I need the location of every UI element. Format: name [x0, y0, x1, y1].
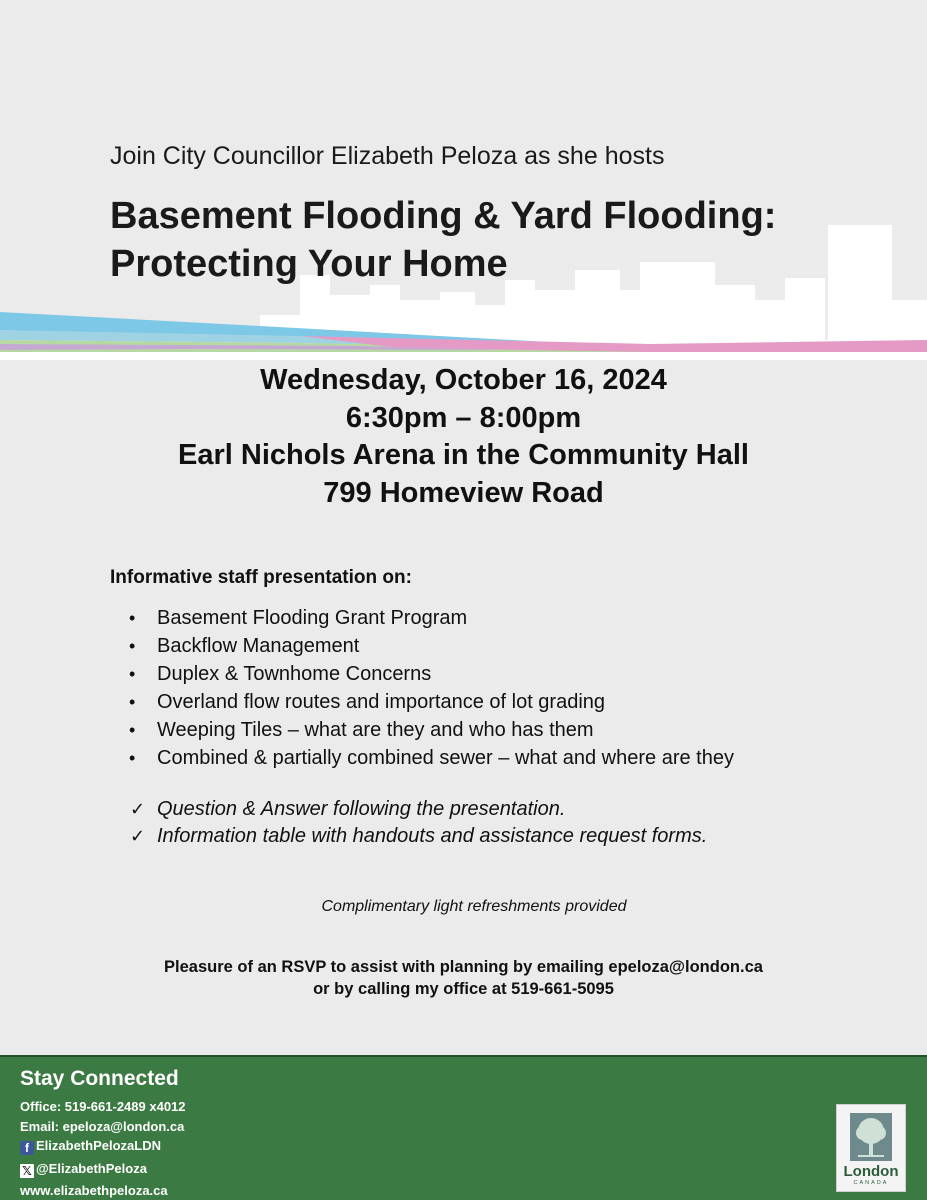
- bullet-icon: •: [129, 664, 136, 684]
- bullet-icon: •: [129, 608, 136, 628]
- list-item: [110, 823, 707, 850]
- topic-text: Combined & partially combined sewer – what and where are they: [157, 747, 734, 769]
- logo-name: London: [843, 1163, 899, 1180]
- bullet-icon: •: [129, 748, 136, 768]
- rsvp-line-1: Pleasure of an RSVP to assist with planning by emailing epeloza@london.ca: [164, 958, 763, 976]
- event-title-line-1: Basement Flooding & Yard Flooding:: [110, 195, 777, 237]
- list-item: [110, 716, 734, 744]
- event-title: [110, 192, 776, 288]
- topics-list: [110, 604, 734, 772]
- list-item: [110, 796, 707, 823]
- rsvp-note: [0, 956, 927, 1000]
- footer-stay-connected: [0, 1055, 927, 1200]
- event-title-line-2: Protecting Your Home: [110, 243, 508, 285]
- extras-list: [110, 796, 707, 850]
- facebook-icon: f: [20, 1141, 34, 1155]
- bullet-icon: •: [129, 636, 136, 656]
- rsvp-line-2: or by calling my office at 519-661-5095: [313, 980, 614, 998]
- topic-text: Backflow Management: [157, 635, 360, 657]
- office-phone: Office: 519-661-2489 x4012: [20, 1099, 186, 1114]
- facebook-handle: ElizabethPelozaLDN: [36, 1138, 161, 1153]
- intro-text: Join City Councillor Elizabeth Peloza as she hosts: [110, 142, 665, 170]
- email-address: Email: epeloza@london.ca: [20, 1119, 185, 1134]
- tree-icon: [850, 1113, 892, 1161]
- website-link[interactable]: www.elizabethpeloza.ca: [20, 1183, 168, 1198]
- facebook-link[interactable]: [20, 1138, 161, 1155]
- stay-connected-heading: Stay Connected: [20, 1067, 179, 1090]
- topic-text: Basement Flooding Grant Program: [157, 607, 468, 629]
- list-item: [110, 660, 734, 688]
- topic-text: Duplex & Townhome Concerns: [157, 663, 432, 685]
- event-date: Wednesday, October 16, 2024: [260, 364, 667, 396]
- list-item: [110, 688, 734, 716]
- x-link[interactable]: [20, 1161, 147, 1178]
- london-logo: [836, 1104, 906, 1192]
- logo-subtitle: CANADA: [853, 1180, 889, 1186]
- extra-text: Question & Answer following the presentation.: [157, 798, 566, 820]
- list-item: [110, 604, 734, 632]
- checkmark-icon: ✓: [130, 799, 146, 819]
- x-handle: @ElizabethPeloza: [36, 1161, 147, 1176]
- event-venue: Earl Nichols Arena in the Community Hall: [178, 439, 749, 471]
- event-time: 6:30pm – 8:00pm: [345, 401, 582, 434]
- hero-banner: [0, 0, 927, 360]
- presentation-heading: Informative staff presentation on:: [110, 567, 412, 588]
- list-item: [110, 632, 734, 660]
- bullet-icon: •: [129, 720, 136, 740]
- x-icon: 𝕏: [20, 1164, 34, 1178]
- event-details: [0, 362, 927, 512]
- topic-text: Weeping Tiles – what are they and who has them: [157, 719, 594, 741]
- skyline-ribbon-graphic: [0, 0, 927, 360]
- bullet-icon: •: [129, 692, 136, 712]
- refreshments-note: Complimentary light refreshments provided: [321, 898, 627, 915]
- event-address: 799 Homeview Road: [323, 476, 604, 509]
- list-item: [110, 744, 734, 772]
- extra-text: Information table with handouts and assistance request forms.: [157, 825, 708, 847]
- topic-text: Overland flow routes and importance of lot grading: [157, 691, 606, 713]
- checkmark-icon: ✓: [130, 826, 146, 846]
